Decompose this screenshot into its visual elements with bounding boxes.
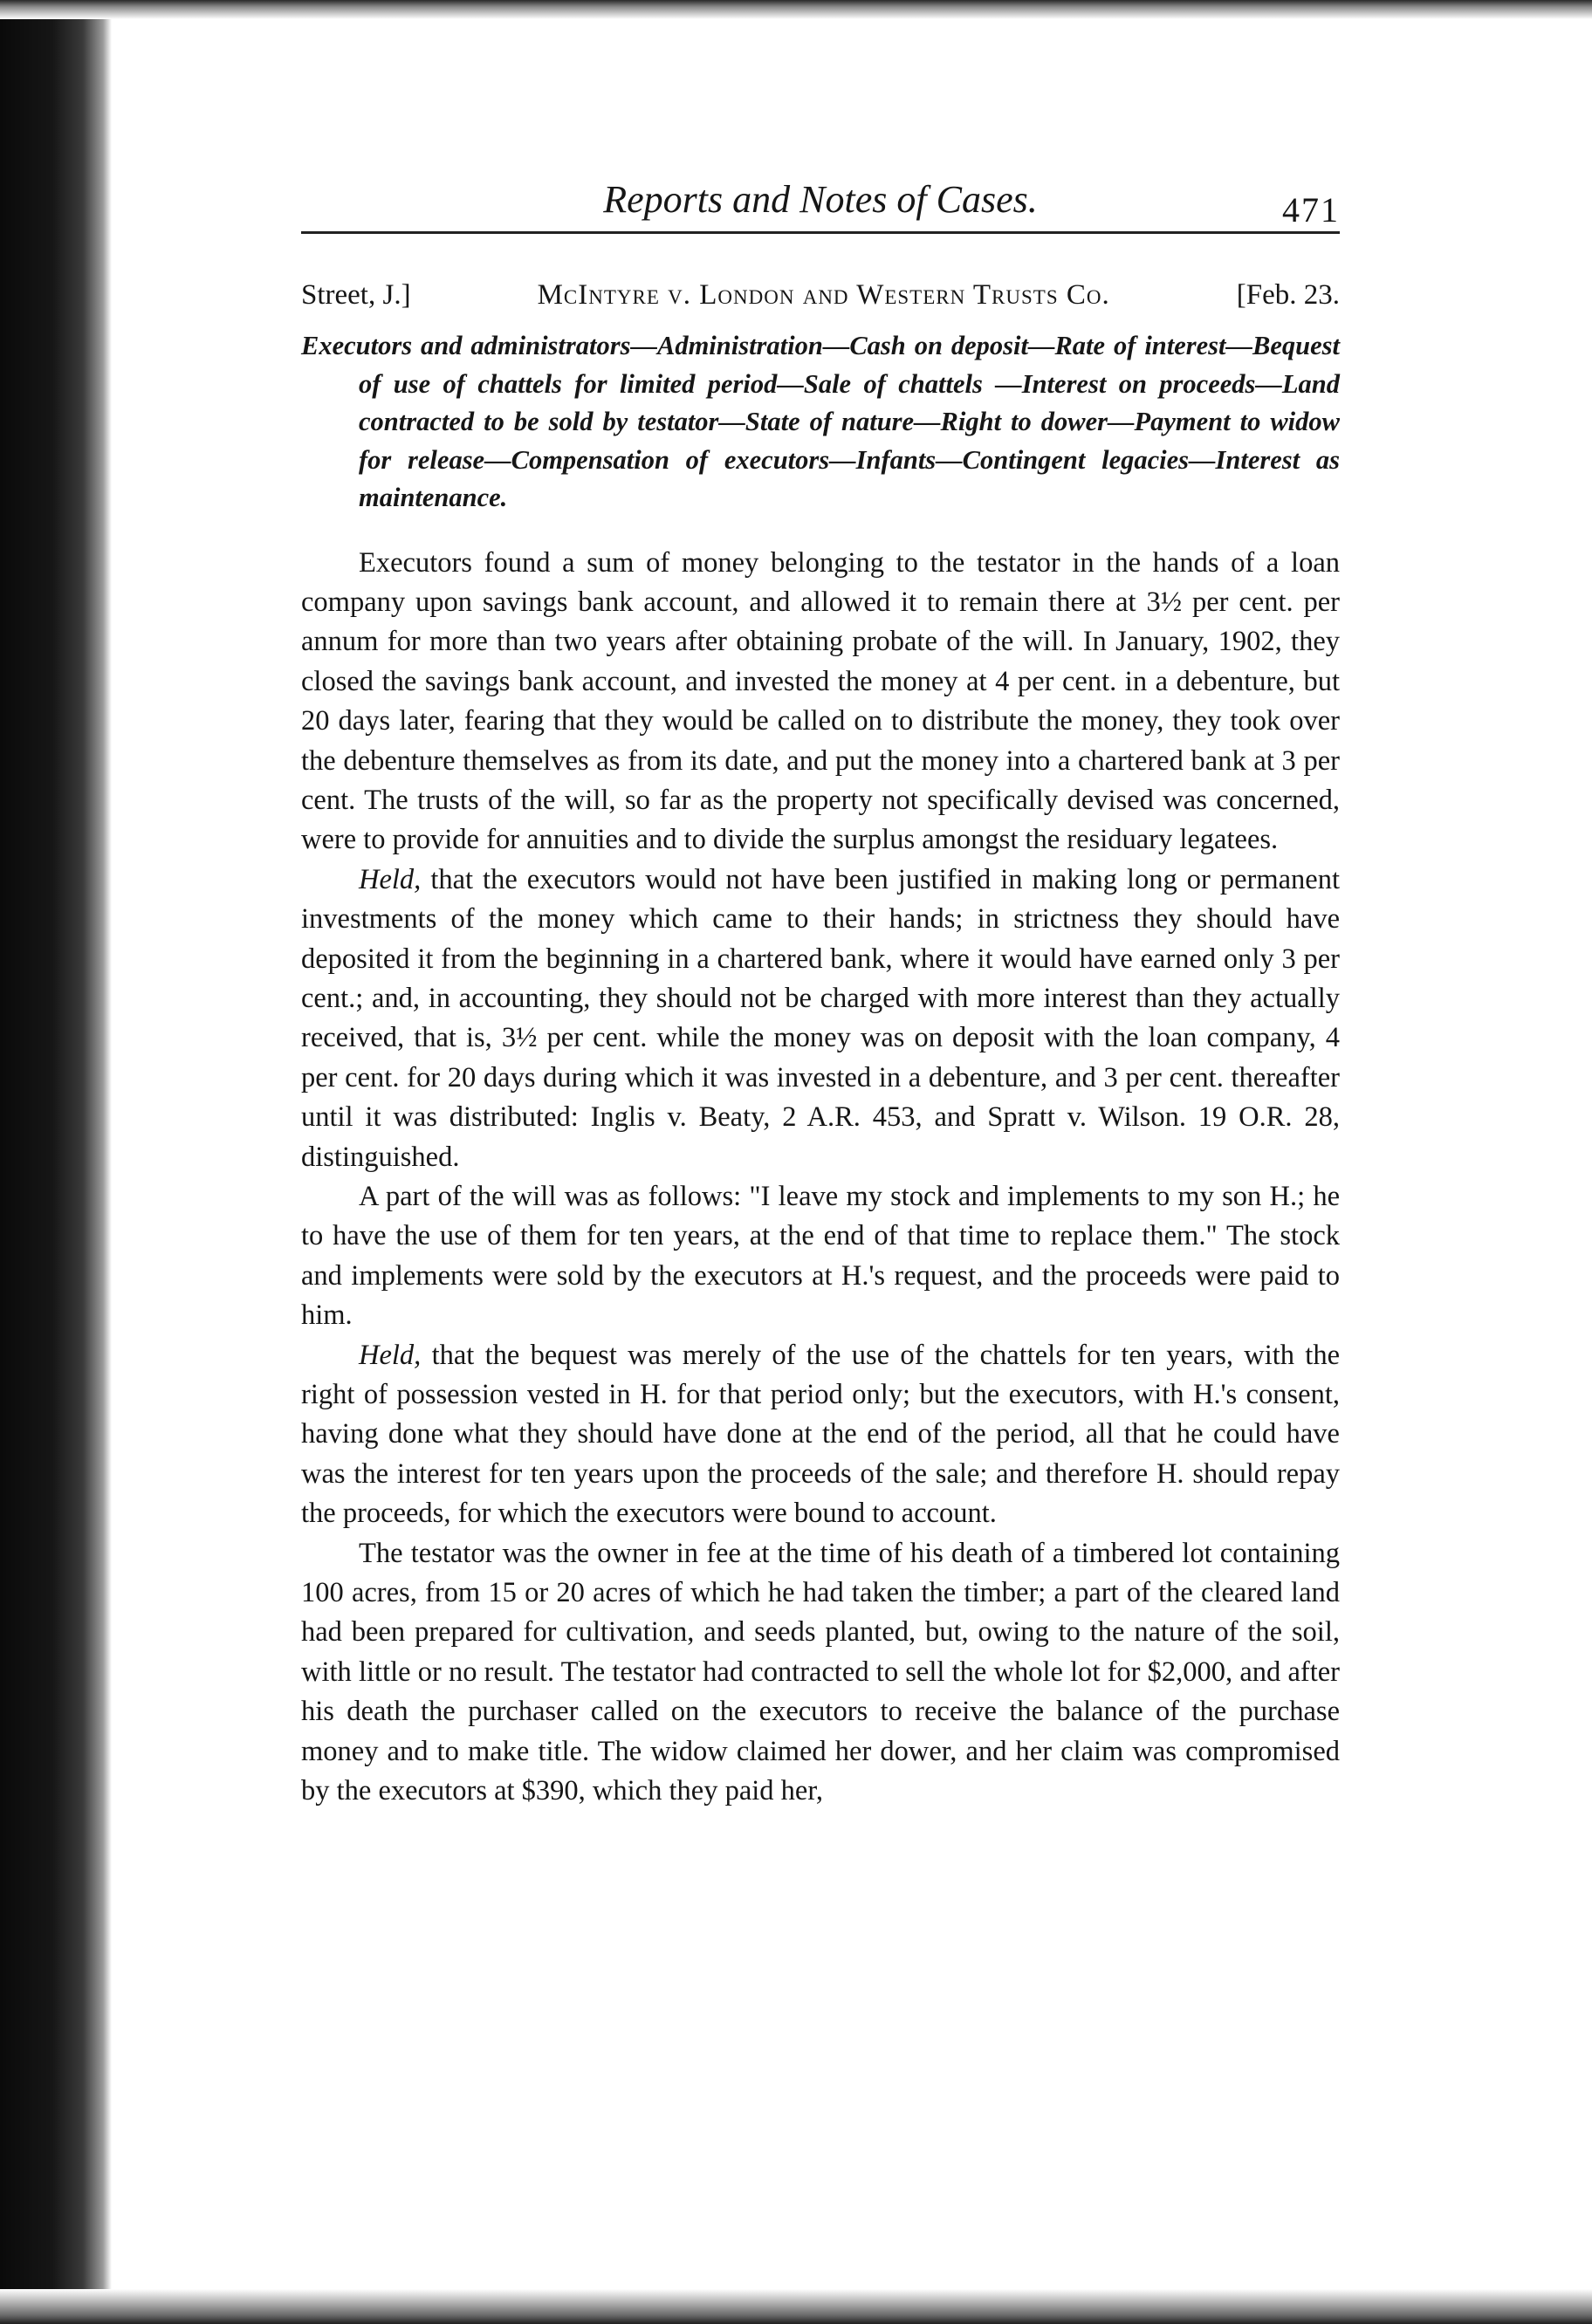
case-title: McIntyre v. London and Western Trusts Co. [537, 279, 1110, 311]
case-date: [Feb. 23. [1236, 279, 1340, 311]
page-number: 471 [1282, 190, 1340, 230]
paragraph-1-text: Executors found a sum of money belonging to the testator in the hands of a loan company upon savings bank account, and allowed it to remain there at 3½ per cent. per annum for more than two years after obtaining probate of the will. In January, 1902, they closed the savings bank account, and invested the money at 4 per cent. in a debenture, but 20 days later, fearing that they would be called on to distribute the money, they took over the debenture themselves as from its date, and put the money into a chartered bank at 3 per cent. The trusts of the will, so far as the property not specifically devised was concerned, were to provide for annuities and to divide the surplus amongst the residuary legatees. [301, 546, 1340, 856]
scan-bottom-edge [0, 2289, 1592, 2324]
paragraph-2 [301, 860, 1340, 1177]
paragraph-3 [301, 1177, 1340, 1336]
scan-top-edge [0, 0, 1592, 19]
paragraph-1 [301, 544, 1340, 860]
case-citation-line [301, 279, 1340, 312]
scan-binding-edge [0, 0, 112, 2324]
paragraph-4-text: that the bequest was merely of the use of the chattels for ten years, with the right of possession vested in H. for that period only; but the executors, with H.'s consent, having done what they should have done at the end of the period, all that he could have was the interest for ten years upon the proceeds of the sale; and therefore H. should repay the proceeds, for which the executors were bound to account. [301, 1339, 1341, 1530]
paragraph-4 [301, 1336, 1340, 1534]
paragraph-3-text: A part of the will was as follows: "I leave my stock and implements to my son H.; he to have the use of them for ten years, at the end of that time to replace them." The stock and implements were sold by the executors at H.'s request, and the proceeds were paid to him. [301, 1181, 1340, 1332]
paragraph-5-text: The testator was the owner in fee at the time of his death of a timbered lot containing 100 acres, from 15 or 20 acres of which he had taken the timber; a part of the cleared land had been prepared for cultivation, and seeds planted, but, owing to the nature of the soil, with little or no result. The testator had contracted to sell the whole lot for $2,000, and after his death the purchaser called on the executors to receive the balance of the purchase money and to make title. The widow claimed her dower, and her claim was compromised by the executors at $390, which they paid her, [301, 1537, 1340, 1807]
running-title: Reports and Notes of Cases. [603, 178, 1038, 221]
paragraph-2-text: that the executors would not have been justified in making long or permanent investments of the money which came to their hands; in strictness they should have deposited it from the beginning in a chartered bank, where it would have earned only 3 per cent.; and, in accounting, they should not be charged with more interest than they actually received, that is, 3½ per cent. while the money was on deposit with the loan company, 4 per cent. for 20 days during which it was invested in a debenture, and 3 per cent. thereafter until it was distributed: Inglis v. Beaty, 2 A.R. 453, and Spratt v. Wilson. 19 O.R. 28, distinguished. [301, 863, 1340, 1173]
judge-name: Street, J.] [301, 279, 411, 311]
book-page [301, 170, 1340, 1812]
headnote-keywords: Executors and administrators—Administration—Cash on deposit—Rate of interest—Bequest of use of chattels for limited period—Sale of chattels —Interest on proceeds—Land contracted to be sold by testator—State of nature—Right to dower—Payment to widow for release—Compensation of executors—Infants—Contingent legacies—Interest as maintenance. [301, 331, 1340, 512]
paragraph-4-lead: Held, [359, 1339, 422, 1371]
paragraph-5 [301, 1534, 1340, 1812]
header-rule [301, 231, 1340, 234]
running-head [301, 170, 1340, 231]
paragraph-2-lead: Held, [359, 863, 422, 895]
